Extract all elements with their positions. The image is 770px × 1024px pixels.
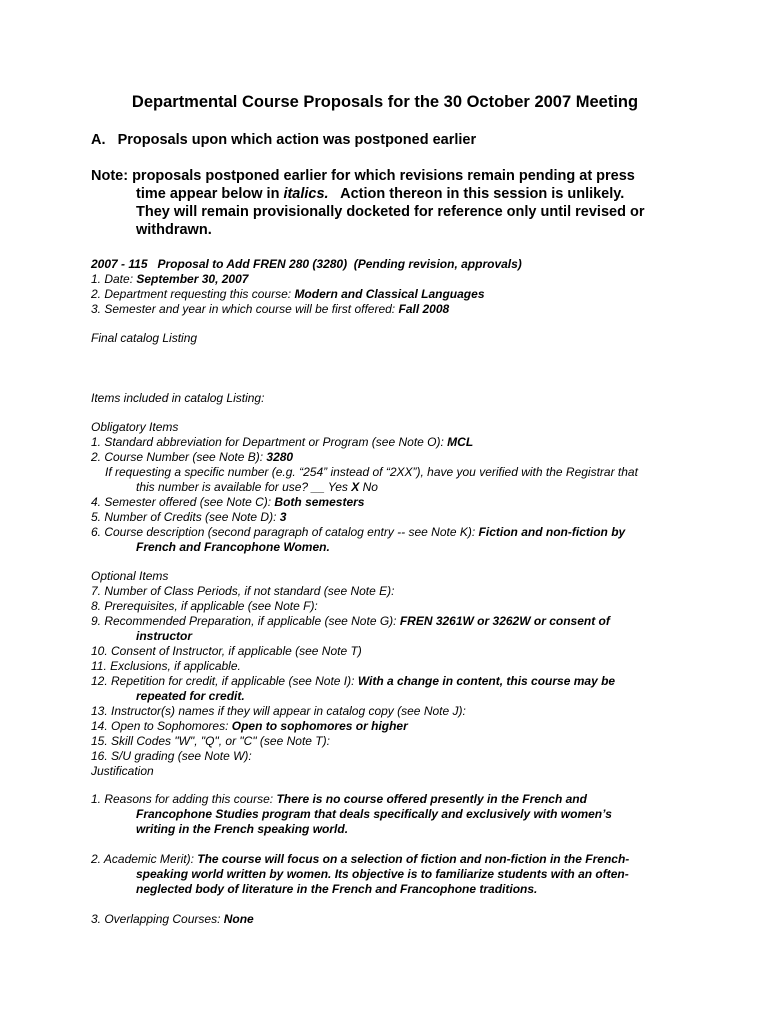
optional-item-14 xyxy=(91,719,691,734)
justification-2-cont xyxy=(91,867,691,882)
optional-item-16: 16. S/U grading (see Note W): xyxy=(91,749,252,763)
field-label: 1. Reasons for adding this course: xyxy=(91,792,277,806)
optional-heading: Optional Items xyxy=(91,569,169,583)
field-label: 5. Number of Credits (see Note D): xyxy=(91,510,280,524)
field-value: The course will focus on a selection of fiction and non-fiction in the French- xyxy=(197,852,630,866)
field-value: September 30, 2007 xyxy=(136,272,249,286)
field-label: 2. Academic Merit): xyxy=(91,852,198,866)
optional-item-13: 13. Instructor(s) names if they will appear in catalog copy (see Note J): xyxy=(91,704,466,718)
field-label: No xyxy=(359,480,378,494)
justification-1-line xyxy=(91,792,691,807)
note-text: time appear below in xyxy=(136,186,284,202)
optional-item-12 xyxy=(91,674,691,689)
field-value: MCL xyxy=(447,435,474,449)
field-value: instructor xyxy=(136,629,193,643)
field-value: repeated for credit. xyxy=(136,689,245,703)
proposal-header xyxy=(91,257,691,272)
optional-item-15: 15. Skill Codes "W", "Q", or "C" (see Note T): xyxy=(91,734,330,748)
justification-2-cont xyxy=(91,882,691,897)
items-included: Items included in catalog Listing: xyxy=(91,391,265,405)
obligatory-heading: Obligatory Items xyxy=(91,420,179,434)
field-value: French and Francophone Women. xyxy=(136,540,330,554)
justification-1-cont xyxy=(91,822,691,837)
field-label: 12. Repetition for credit, if applicable (see Note I): xyxy=(91,674,358,688)
field-value: Open to sophomores or higher xyxy=(231,719,408,733)
field-label: 2. Department requesting this course: xyxy=(91,287,295,301)
field-label: 6. Course description (second paragraph of catalog entry -- see Note K): xyxy=(91,525,479,539)
optional-item-12-cont xyxy=(91,689,691,704)
field-label: 4. Semester offered (see Note C): xyxy=(91,495,275,509)
note-paragraph xyxy=(91,167,691,239)
justification-2 xyxy=(91,852,691,897)
optional-item-8: 8. Prerequisites, if applicable (see Note F): xyxy=(91,599,318,613)
note-italics-word: italics. xyxy=(283,186,329,202)
field-value: neglected body of literature in the French and Francophone traditions. xyxy=(136,882,538,896)
proposal-title: 2007 - 115 Proposal to Add FREN 280 (3280) (Pending revision, approvals) xyxy=(91,257,522,271)
field-label: 3. Semester and year in which course will be first offered: xyxy=(91,302,399,316)
obligatory-item-5 xyxy=(91,510,691,525)
page-title: Departmental Course Proposals for the 30 October 2007 Meeting xyxy=(131,93,639,111)
note-line-3: They will remain provisionally docketed for reference only until revised or xyxy=(136,204,645,220)
field-label: 2. Course Number (see Note B): xyxy=(91,450,267,464)
field-value: speaking world written by women. Its objective is to familiarize students with an often- xyxy=(136,867,629,881)
field-value: FREN 3261W or 3262W or consent of xyxy=(399,614,610,628)
field-value: writing in the French speaking world. xyxy=(136,822,349,836)
field-label: 14. Open to Sophomores: xyxy=(91,719,232,733)
obligatory-item-6-cont xyxy=(91,540,691,555)
field-label: 1. Date: xyxy=(91,272,137,286)
obligatory-items xyxy=(91,420,691,555)
field-label: 3. Overlapping Courses: xyxy=(91,912,224,926)
field-value: 3280 xyxy=(266,450,294,464)
field-label: this number is available for use? __ Yes xyxy=(136,480,352,494)
proposal-header-block xyxy=(91,257,691,317)
field-value: Modern and Classical Languages xyxy=(294,287,485,301)
justification-heading: Justification xyxy=(91,764,154,778)
justification-1 xyxy=(91,792,691,837)
note-line-2 xyxy=(91,185,691,203)
registrar-note-cont xyxy=(91,480,691,495)
field-label: 9. Recommended Preparation, if applicable (see Note G): xyxy=(91,614,400,628)
optional-item-10: 10. Consent of Instructor, if applicable (see Note T) xyxy=(91,644,362,658)
obligatory-item-4 xyxy=(91,495,691,510)
field-value: Fiction and non-fiction by xyxy=(478,525,626,539)
note-line-1: Note: proposals postponed earlier for which revisions remain pending at press xyxy=(91,168,635,184)
optional-item-7: 7. Number of Class Periods, if not standard (see Note E): xyxy=(91,584,395,598)
obligatory-item-6 xyxy=(91,525,691,540)
note-line-4: withdrawn. xyxy=(136,222,212,238)
proposal-semester xyxy=(91,302,691,317)
field-value: Francophone Studies program that deals specifically and exclusively with women’s xyxy=(136,807,612,821)
proposal-dept xyxy=(91,287,691,302)
field-value: Fall 2008 xyxy=(398,302,450,316)
justification-3 xyxy=(91,912,691,927)
justification-2-line xyxy=(91,852,691,867)
field-value: X xyxy=(351,480,360,494)
proposal-date xyxy=(91,272,691,287)
field-value: 3 xyxy=(279,510,287,524)
field-value: None xyxy=(223,912,254,926)
justification-1-cont xyxy=(91,807,691,822)
obligatory-item-2 xyxy=(91,450,691,465)
justification-3-line xyxy=(91,912,691,927)
obligatory-item-1 xyxy=(91,435,691,450)
registrar-note: If requesting a specific number (e.g. “254” instead of “2XX”), have you verified with the Registrar that xyxy=(105,465,638,479)
field-value: With a change in content, this course may be xyxy=(357,674,616,688)
note-text: Action thereon in this session is unlikely. xyxy=(328,186,625,202)
optional-items xyxy=(91,569,691,779)
optional-item-9 xyxy=(91,614,691,629)
optional-item-9-cont xyxy=(91,629,691,644)
final-catalog-listing: Final catalog Listing xyxy=(91,331,198,345)
field-label: 1. Standard abbreviation for Department or Program (see Note O): xyxy=(91,435,448,449)
field-value: Both semesters xyxy=(274,495,365,509)
field-value: There is no course offered presently in the French and xyxy=(276,792,587,806)
optional-item-11: 11. Exclusions, if applicable. xyxy=(91,659,241,673)
section-heading: A. Proposals upon which action was postponed earlier xyxy=(91,132,477,148)
